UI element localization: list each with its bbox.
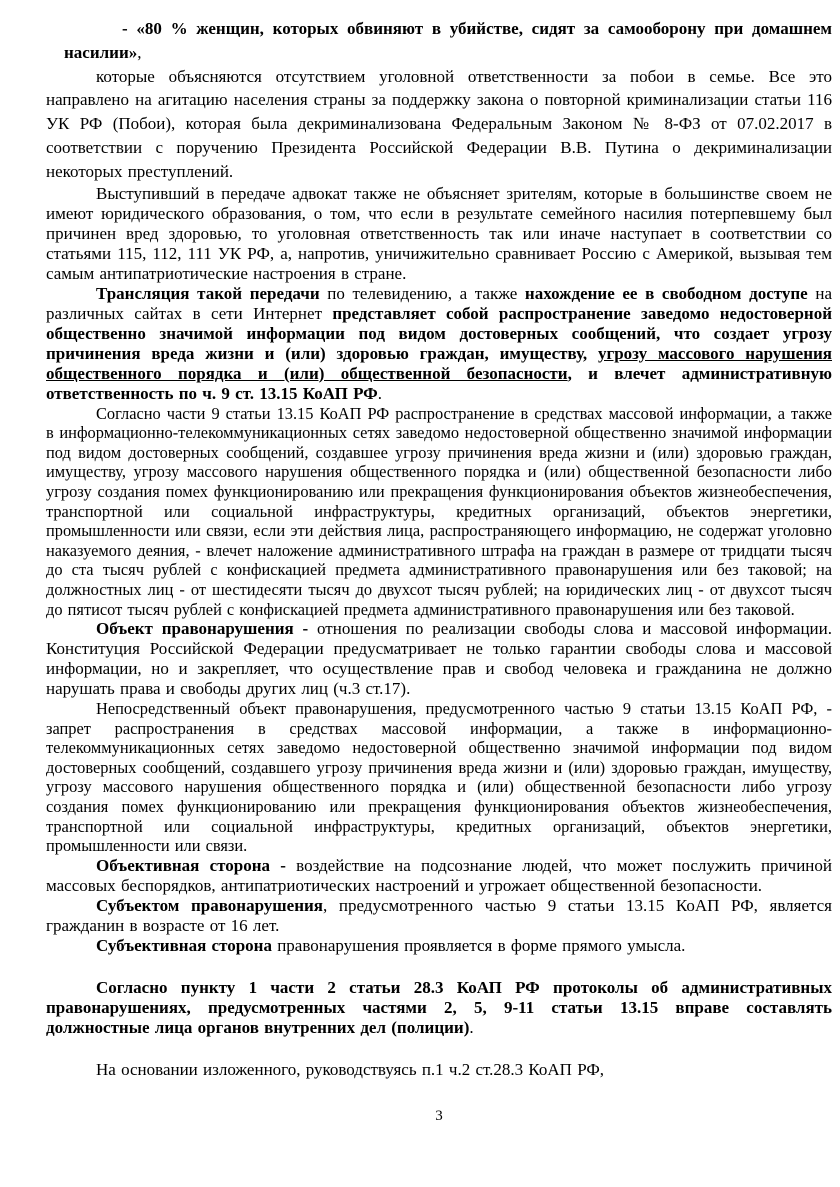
protocols-tail: . (469, 1017, 474, 1037)
offense-object-text: отношения по реализации свободы слова и массовой информации. Конституция Российской Федерации предусматривает не только гарантии свободы слова и массовой информации, но и закрепляет, что осуществление прав и свобод человека и гражданина не должно нарушать права и свободы других лиц (ч.3 ст.17). (46, 619, 832, 699)
objective-side-heading: Объективная сторона - (96, 855, 286, 875)
broadcast-bold-3: представляет собой распространение заведомо недостоверной общественно значимой информации под видом достоверных сообщений, что создает угрозу причинения вреда жизни и (или) здоровью граждан, имуществу, (46, 303, 833, 363)
broadcast-tail: . (377, 383, 383, 403)
page-number: 3 (435, 1107, 443, 1124)
broadcast-bold-4: , и влечет административную ответственность по ч. 9 ст. 13.15 КоАП РФ (46, 363, 832, 403)
broadcast-bold-underlined: угрозу массового нарушения общественного порядка и (или) общественной безопасности (46, 343, 832, 383)
broadcast-bold-1: Трансляция такой передачи (96, 283, 320, 303)
protocols-bold-text: Согласно пункту 1 части 2 статьи 28.3 КоАП РФ протоколы об административных правонарушениях, предусмотренных частями 2, 5, 9-11 статьи 13.15 вправе составлять должностные лица органов внутренних дел (полиции) (46, 977, 832, 1037)
subjective-side-heading: Субъективная сторона (96, 935, 272, 955)
broadcast-regular-1: по телевидению, а также (319, 283, 525, 303)
paragraph-subjective-side (46, 936, 832, 956)
paragraph-advocate: Выступивший в передаче адвокат также не объясняет зрителям, которые в большинстве своем не имеют юридического образования, о том, что если в результате семейного насилия потерпевшему был причинен вред здоровью, то уголовная ответственность так или иначе наступает в соответствии со статьями 115, 112, 111 УК РФ, а, напротив, уничижительно сравнивает Россию с Америкой, вызывая тем самым антипатриотические настроения в стране. (46, 183, 832, 283)
paragraph-objective-side (46, 856, 832, 896)
paragraph-protocols-authority (46, 978, 832, 1038)
paragraph-claim-quote (46, 17, 832, 65)
objective-side-text: воздействие на подсознание людей, что может послужить причиной массовых беспорядков, антипатриотических настроений и угрожает общественной безопасности. (46, 855, 833, 895)
subject-text: , предусмотренного частью 9 статьи 13.15 КоАП РФ, является гражданин в возрасте от 16 лет. (46, 895, 832, 935)
paragraph-broadcast-assessment (46, 284, 832, 404)
paragraph-subject (46, 896, 832, 936)
subjective-side-text: правонарушения проявляется в форме прямого умысла. (271, 935, 686, 955)
paragraph-explanation: которые объясняются отсутствием уголовной ответственности за побои в семье. Все это направлено на агитацию населения страны за поддержку закона о повторной криминализации статьи 116 УК РФ (Побои), которая была декриминализована Федеральным Законом № 8-ФЗ от 07.02.2017 в соответствии с поручению Президента Российской Федерации В.В. Путина о декриминализации некоторых преступлений. (46, 66, 832, 181)
paragraph-article-13-15-text: Согласно части 9 статьи 13.15 КоАП РФ распространение в средствах массовой информации, а также в информационно-телекоммуникационных сетях заведомо недостоверной общественно значимой информации под видом достоверных сообщений, создавшее угрозу причинения вреда жизни и (или) здоровью граждан, имуществу, угрозу массового нарушения общественного порядка и (или) общественной безопасности либо угрозу создания помех функционированию или прекращения функционирования объектов жизнеобеспечения, транспортной или социальной инфраструктуры, кредитных организаций, объектов энергетики, промышленности или связи, если эти действия лица, распространяющего информацию, не содержат уголовно наказуемого деяния, - влечет наложение административного штрафа на граждан в размере от тридцати тысяч до ста тысяч рублей с конфискацией предмета административного правонарушения или без таковой; на должностных лиц - от шестидесяти тысяч до двухсот тысяч рублей; на юридических лиц - от двухсот тысяч до пятисот тысяч рублей с конфискацией предмета административного правонарушения или без таковой. (46, 403, 832, 619)
broadcast-regular-2: на различных сайтах в сети Интернет (46, 283, 832, 323)
claim-quote-bold-text: - «80 % женщин, которых обвиняют в убийстве, сидят за самооборону при домашнем насилии» (64, 19, 832, 62)
offense-object-heading: Объект правонарушения - (96, 619, 309, 639)
subject-heading: Субъектом правонарушения (96, 895, 323, 915)
paragraph-direct-object: Непосредственный объект правонарушения, предусмотренного частью 9 статьи 13.15 КоАП РФ, - запрет распространения в средствах массовой информации, а также в информационно-телекоммуникационных сетях заведомо недостоверной общественно значимой информации под видом достоверных сообщений, создавшего угрозу причинения вреда жизни и (или) здоровью граждан, имуществу, угрозу массового нарушения общественного порядка и (или) общественной безопасности либо угрозу создания помех функционированию или прекращения функционирования объектов жизнеобеспечения, транспортной или социальной инфраструктуры, кредитных организаций, объектов энергетики, промышленности или связи. (46, 699, 832, 856)
paragraph-based-on-statement: На основании изложенного, руководствуясь п.1 ч.2 ст.28.3 КоАП РФ, (96, 1059, 605, 1079)
claim-quote-tail: , (137, 42, 142, 62)
paragraph-offense-object (46, 619, 832, 699)
broadcast-bold-2: нахождение ее в свободном доступе (524, 283, 808, 303)
